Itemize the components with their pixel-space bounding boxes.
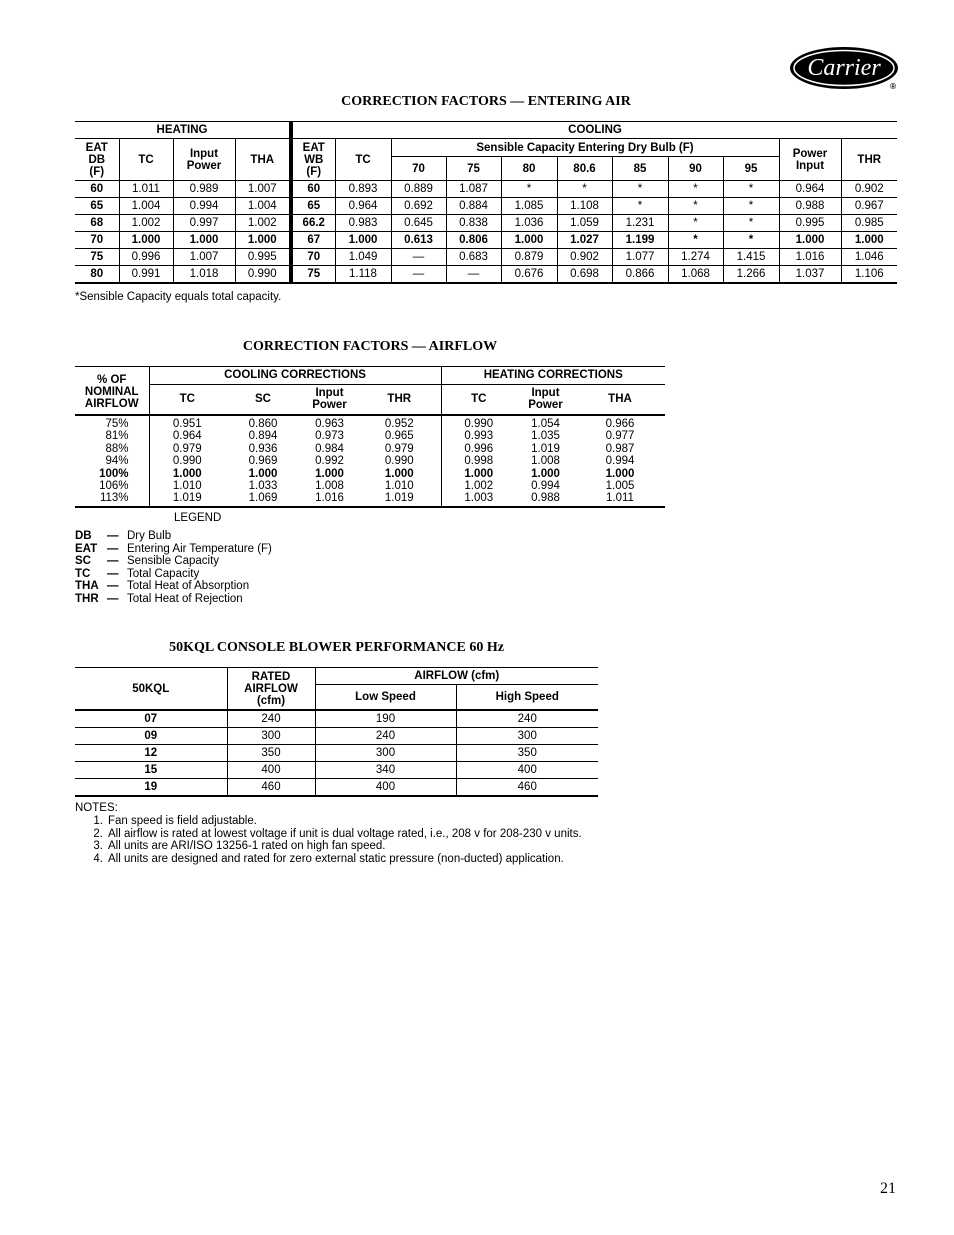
table-cell: 1.415 xyxy=(723,249,779,266)
blower-title: 50KQL CONSOLE BLOWER PERFORMANCE 60 Hz xyxy=(169,640,504,655)
table-cell: 0.894 xyxy=(248,430,278,443)
table-cell: * xyxy=(612,198,668,215)
table-cell: 81% xyxy=(75,430,149,442)
airflow-table xyxy=(75,366,665,508)
table-cell: 1.046 xyxy=(841,249,897,266)
table-row xyxy=(75,215,897,232)
table-row xyxy=(75,468,665,480)
legend-key: EAT xyxy=(75,542,98,555)
table-cell: 60 xyxy=(291,181,335,198)
db-column-header: 80 xyxy=(501,157,557,181)
power-input-header: Power Input xyxy=(779,139,841,181)
table-cell: 1.010 xyxy=(172,480,202,493)
table-row xyxy=(75,198,897,215)
table-cell: 0.966 xyxy=(605,418,635,430)
legend-key: THA xyxy=(75,580,99,592)
logo-text: Carrier xyxy=(807,55,881,81)
note-item xyxy=(75,815,605,828)
table-cell: 19 xyxy=(75,779,227,797)
table-cell: 75% xyxy=(75,415,149,430)
entering-air-title: CORRECTION FACTORS — ENTERING AIR xyxy=(341,94,631,109)
note-item xyxy=(75,840,605,853)
table-cell: 0.994 xyxy=(605,455,635,468)
table-cell: 1.007 xyxy=(173,249,235,266)
table-cell: 300 xyxy=(456,728,598,745)
table-cell: 0.990 xyxy=(172,455,202,468)
table-cell: 0.990 xyxy=(464,418,494,430)
legend-dash: — xyxy=(107,592,119,605)
table-cell: 1.000 xyxy=(315,467,344,480)
table-cell: 1.069 xyxy=(225,492,301,506)
table-cell: 0.964 xyxy=(172,430,202,443)
cooling-corrections-header: COOLING CORRECTIONS xyxy=(149,367,441,385)
table-cell: 0.692 xyxy=(391,198,446,215)
table-cell: 70 xyxy=(291,249,335,266)
rated-airflow-header: RATED AIRFLOW (cfm) xyxy=(227,668,315,711)
table-cell: 240 xyxy=(456,710,598,728)
table-cell: 0.866 xyxy=(612,266,668,284)
airflow-title: CORRECTION FACTORS — AIRFLOW xyxy=(242,339,498,354)
legend xyxy=(75,530,272,605)
table-cell: 1.000 xyxy=(172,467,202,480)
note-number: 1. xyxy=(93,815,103,827)
table-cell: * xyxy=(723,232,779,249)
db-column-header: 95 xyxy=(723,157,779,181)
table-cell: 1.007 xyxy=(235,181,291,198)
table-cell: 300 xyxy=(315,745,456,762)
table-cell: 0.902 xyxy=(557,249,612,266)
table-cell: 66.2 xyxy=(291,215,335,232)
low-speed-header: Low Speed xyxy=(315,685,456,711)
table-cell: 0.884 xyxy=(446,198,501,215)
table-cell: 0.985 xyxy=(841,215,897,232)
table-cell: 15 xyxy=(75,762,227,779)
table-cell: * xyxy=(668,198,723,215)
table-cell: 88% xyxy=(75,443,149,455)
cooling-thr-header: THR xyxy=(841,139,897,181)
table-cell: 1.002 xyxy=(464,480,494,493)
db-column-header: 85 xyxy=(612,157,668,181)
table-cell: 0.991 xyxy=(119,266,173,284)
table-cell: 350 xyxy=(227,745,315,762)
table-cell: 12 xyxy=(75,745,227,762)
table-cell: 400 xyxy=(456,762,598,779)
pct-nominal-airflow-header: % OF NOMINAL AIRFLOW xyxy=(75,367,149,416)
table-row xyxy=(75,415,665,430)
table-cell: 0.989 xyxy=(173,181,235,198)
table-cell: 0.990 xyxy=(358,455,441,467)
table-cell: 1.077 xyxy=(612,249,668,266)
legend-item xyxy=(75,593,272,606)
table-row xyxy=(75,745,598,762)
table-cell: 1.016 xyxy=(301,492,358,506)
legend-description: Entering Air Temperature (F) xyxy=(127,542,272,555)
table-cell: 113% xyxy=(75,492,149,506)
table-cell: 80 xyxy=(75,266,119,284)
table-cell: 0.987 xyxy=(605,442,635,455)
heating-column-header: THA xyxy=(575,384,665,415)
notes-title: NOTES: xyxy=(75,802,118,814)
table-cell: 1.274 xyxy=(668,249,723,266)
table-cell: 1.037 xyxy=(779,266,841,284)
db-column-header: 80.6 xyxy=(557,157,612,181)
table-cell: 09 xyxy=(75,728,227,745)
table-cell: 0.979 xyxy=(172,442,202,455)
entering-air-table xyxy=(75,121,897,284)
table-row xyxy=(75,762,598,779)
table-cell: 0.936 xyxy=(248,442,278,455)
cooling-column-header: TC xyxy=(149,384,225,415)
table-cell: 1.016 xyxy=(779,249,841,266)
table-cell: 100% xyxy=(75,468,149,480)
legend-key: DB xyxy=(75,530,92,542)
table-cell: 1.108 xyxy=(557,198,612,215)
table-cell: 1.000 xyxy=(235,232,291,249)
cooling-column-header: SC xyxy=(225,384,301,415)
table-cell: 0.997 xyxy=(173,215,235,232)
table-cell: 400 xyxy=(315,779,456,797)
table-cell: 0.698 xyxy=(557,266,612,284)
eat-db-header: EAT DB (F) xyxy=(75,139,119,181)
table-cell: 340 xyxy=(315,762,456,779)
legend-description: Total Heat of Rejection xyxy=(127,592,243,605)
table-cell: 0.988 xyxy=(779,198,841,215)
note-text: All units are ARI/ISO 13256-1 rated on high fan speed. xyxy=(108,840,386,852)
table-cell: 1.059 xyxy=(557,215,612,232)
table-cell: 1.000 xyxy=(531,467,560,480)
table-cell: 0.973 xyxy=(315,430,344,443)
table-cell: 0.838 xyxy=(446,215,501,232)
table-cell: 68 xyxy=(75,215,119,232)
legend-description: Total Heat of Absorption xyxy=(127,580,250,592)
legend-item xyxy=(75,543,272,556)
table-cell: 0.879 xyxy=(501,249,557,266)
heating-tha-header: THA xyxy=(235,139,291,181)
table-cell: 1.011 xyxy=(575,492,665,506)
table-cell: 1.000 xyxy=(605,467,635,480)
table-cell: 75 xyxy=(75,249,119,266)
cooling-header: COOLING xyxy=(291,122,897,139)
table-cell: 1.033 xyxy=(248,480,278,493)
table-row xyxy=(75,430,665,442)
legend-item xyxy=(75,530,272,543)
blower-table xyxy=(75,667,598,797)
heating-column-header: TC xyxy=(441,384,516,415)
note-number: 4. xyxy=(93,852,103,865)
table-cell: 460 xyxy=(227,779,315,797)
table-cell: 1.018 xyxy=(173,266,235,284)
legend-dash: — xyxy=(107,530,119,542)
table-cell: 60 xyxy=(75,181,119,198)
table-cell: 0.613 xyxy=(391,232,446,249)
logo-registered-mark: ® xyxy=(890,82,896,91)
table-row xyxy=(75,492,665,506)
eat-wb-header: EAT WB (F) xyxy=(291,139,335,181)
table-cell: 0.995 xyxy=(779,215,841,232)
table-cell: 1.068 xyxy=(668,266,723,284)
table-cell: 0.979 xyxy=(358,443,441,455)
table-cell: 0.683 xyxy=(446,249,501,266)
table-cell: 0.977 xyxy=(605,430,635,443)
table-row xyxy=(75,232,897,249)
table-cell: 1.011 xyxy=(119,181,173,198)
note-item xyxy=(75,853,605,866)
table-cell: 240 xyxy=(227,710,315,728)
table-cell: 07 xyxy=(75,710,227,728)
sensible-capacity-header: Sensible Capacity Entering Dry Bulb (F) xyxy=(391,139,779,157)
table-cell: 0.893 xyxy=(335,181,391,198)
heating-column-header: Input Power xyxy=(516,384,575,415)
table-cell: * xyxy=(723,215,779,232)
table-cell: 65 xyxy=(75,198,119,215)
table-cell: 1.008 xyxy=(315,480,344,493)
table-cell: * xyxy=(612,181,668,198)
legend-key: SC xyxy=(75,555,91,567)
table-cell: 1.019 xyxy=(531,442,560,455)
table-cell: 1.199 xyxy=(612,232,668,249)
airflow-cfm-header: AIRFLOW (cfm) xyxy=(315,668,598,685)
table-cell: * xyxy=(723,181,779,198)
legend-key: THR xyxy=(75,592,99,605)
table-cell: * xyxy=(501,181,557,198)
table-row xyxy=(75,455,665,467)
note-text: Fan speed is field adjustable. xyxy=(108,815,257,827)
table-cell: * xyxy=(668,181,723,198)
table-cell: 0.952 xyxy=(358,415,441,430)
table-cell: 106% xyxy=(75,480,149,492)
table-row xyxy=(75,728,598,745)
table-cell: 70 xyxy=(75,232,119,249)
table-row xyxy=(75,266,897,284)
table-cell: 300 xyxy=(227,728,315,745)
table-row xyxy=(75,779,598,797)
table-cell: 1.019 xyxy=(149,492,225,506)
table-cell: 460 xyxy=(456,779,598,797)
table-cell: 0.993 xyxy=(464,430,494,443)
table-cell: 0.990 xyxy=(235,266,291,284)
table-cell: 1.000 xyxy=(335,232,391,249)
table-cell: 75 xyxy=(291,266,335,284)
table-cell: 67 xyxy=(291,232,335,249)
table-cell: 1.266 xyxy=(723,266,779,284)
table-cell: 0.902 xyxy=(841,181,897,198)
cooling-tc-header: TC xyxy=(335,139,391,181)
table-cell: 0.996 xyxy=(119,249,173,266)
table-cell: 1.002 xyxy=(119,215,173,232)
table-cell: 1.000 xyxy=(358,468,441,480)
table-cell: 1.000 xyxy=(501,232,557,249)
legend-item xyxy=(75,580,272,593)
table-cell: 1.231 xyxy=(612,215,668,232)
legend-dash: — xyxy=(107,567,119,580)
table-cell: 400 xyxy=(227,762,315,779)
legend-description: Dry Bulb xyxy=(127,530,172,542)
table-cell: 1.036 xyxy=(501,215,557,232)
legend-item xyxy=(75,568,272,581)
table-cell: 0.996 xyxy=(464,442,494,455)
note-number: 3. xyxy=(93,840,103,852)
table-cell: 65 xyxy=(291,198,335,215)
entering-air-footnote: *Sensible Capacity equals total capacity. xyxy=(75,291,282,303)
heating-tc-header: TC xyxy=(119,139,173,181)
note-number: 2. xyxy=(93,827,103,840)
legend-item xyxy=(75,555,272,568)
table-cell: 0.984 xyxy=(315,442,344,455)
legend-key: TC xyxy=(75,567,91,580)
table-cell: 0.992 xyxy=(315,455,344,468)
table-cell: 0.969 xyxy=(248,455,278,468)
carrier-logo xyxy=(788,44,900,94)
table-cell: * xyxy=(557,181,612,198)
table-cell: 1.000 xyxy=(248,467,278,480)
table-cell: 0.994 xyxy=(173,198,235,215)
table-cell: 1.035 xyxy=(531,430,560,443)
table-cell: 0.951 xyxy=(172,418,202,430)
note-item xyxy=(75,828,605,841)
db-column-header: 70 xyxy=(391,157,446,181)
table-cell: 1.000 xyxy=(841,232,897,249)
table-cell: 1.000 xyxy=(173,232,235,249)
high-speed-header: High Speed xyxy=(456,685,598,711)
table-cell: — xyxy=(446,266,501,284)
table-cell: 0.964 xyxy=(335,198,391,215)
table-cell: 0.806 xyxy=(446,232,501,249)
model-header: 50KQL xyxy=(75,668,227,711)
table-cell: 240 xyxy=(315,728,456,745)
legend-dash: — xyxy=(107,542,119,555)
table-cell: 1.000 xyxy=(779,232,841,249)
legend-description: Sensible Capacity xyxy=(127,555,220,567)
table-cell: 0.860 xyxy=(248,418,278,430)
table-row xyxy=(75,480,665,492)
heating-header: HEATING xyxy=(75,122,291,139)
note-text: All airflow is rated at lowest voltage if unit is dual voltage rated, i.e., 208 v for 208-230 v units. xyxy=(108,827,582,840)
table-cell: 1.085 xyxy=(501,198,557,215)
heating-corrections-header: HEATING CORRECTIONS xyxy=(441,367,665,385)
table-cell: 1.004 xyxy=(235,198,291,215)
table-cell: 1.054 xyxy=(531,418,560,430)
table-cell: 0.983 xyxy=(335,215,391,232)
table-cell: 1.049 xyxy=(335,249,391,266)
note-text: All units are designed and rated for zero external static pressure (non-ducted) application. xyxy=(108,852,564,865)
table-cell: 0.988 xyxy=(516,492,575,506)
table-cell: 0.676 xyxy=(501,266,557,284)
table-cell: * xyxy=(668,232,723,249)
table-row xyxy=(75,443,665,455)
table-cell: 0.889 xyxy=(391,181,446,198)
table-cell: 1.005 xyxy=(605,480,635,493)
table-cell: 1.106 xyxy=(841,266,897,284)
table-cell: 94% xyxy=(75,455,149,467)
table-cell: 1.004 xyxy=(119,198,173,215)
table-cell: 0.995 xyxy=(235,249,291,266)
table-cell: 0.998 xyxy=(464,455,494,468)
table-cell: — xyxy=(391,266,446,284)
table-cell: 350 xyxy=(456,745,598,762)
table-cell: 1.000 xyxy=(464,467,494,480)
legend-title: LEGEND xyxy=(174,512,222,524)
cooling-column-header: THR xyxy=(358,384,441,415)
table-cell: 1.010 xyxy=(358,480,441,492)
table-cell: 1.008 xyxy=(531,455,560,468)
cooling-column-header: Input Power xyxy=(301,384,358,415)
table-row xyxy=(75,249,897,266)
table-cell: 0.964 xyxy=(779,181,841,198)
db-column-header: 90 xyxy=(668,157,723,181)
legend-description: Total Capacity xyxy=(127,567,200,580)
table-cell: 190 xyxy=(315,710,456,728)
table-cell: 0.994 xyxy=(531,480,560,493)
table-cell: — xyxy=(391,249,446,266)
legend-dash: — xyxy=(107,580,119,592)
table-cell: 1.000 xyxy=(119,232,173,249)
table-cell: 0.963 xyxy=(315,418,344,430)
table-row xyxy=(75,181,897,198)
notes-list xyxy=(75,815,605,865)
legend-dash: — xyxy=(107,555,119,567)
table-cell: 1.087 xyxy=(446,181,501,198)
page-number: 21 xyxy=(880,1180,896,1197)
table-cell: 1.019 xyxy=(358,492,441,506)
table-cell: * xyxy=(723,198,779,215)
table-cell: 1.002 xyxy=(235,215,291,232)
table-cell: 1.118 xyxy=(335,266,391,284)
heating-input-power-header: Input Power xyxy=(173,139,235,181)
table-cell: 0.645 xyxy=(391,215,446,232)
table-cell: 0.967 xyxy=(841,198,897,215)
table-cell: 0.965 xyxy=(358,430,441,442)
table-cell: 1.027 xyxy=(557,232,612,249)
table-cell: 1.003 xyxy=(441,492,516,506)
db-column-header: 75 xyxy=(446,157,501,181)
table-cell: * xyxy=(668,215,723,232)
table-row xyxy=(75,710,598,728)
